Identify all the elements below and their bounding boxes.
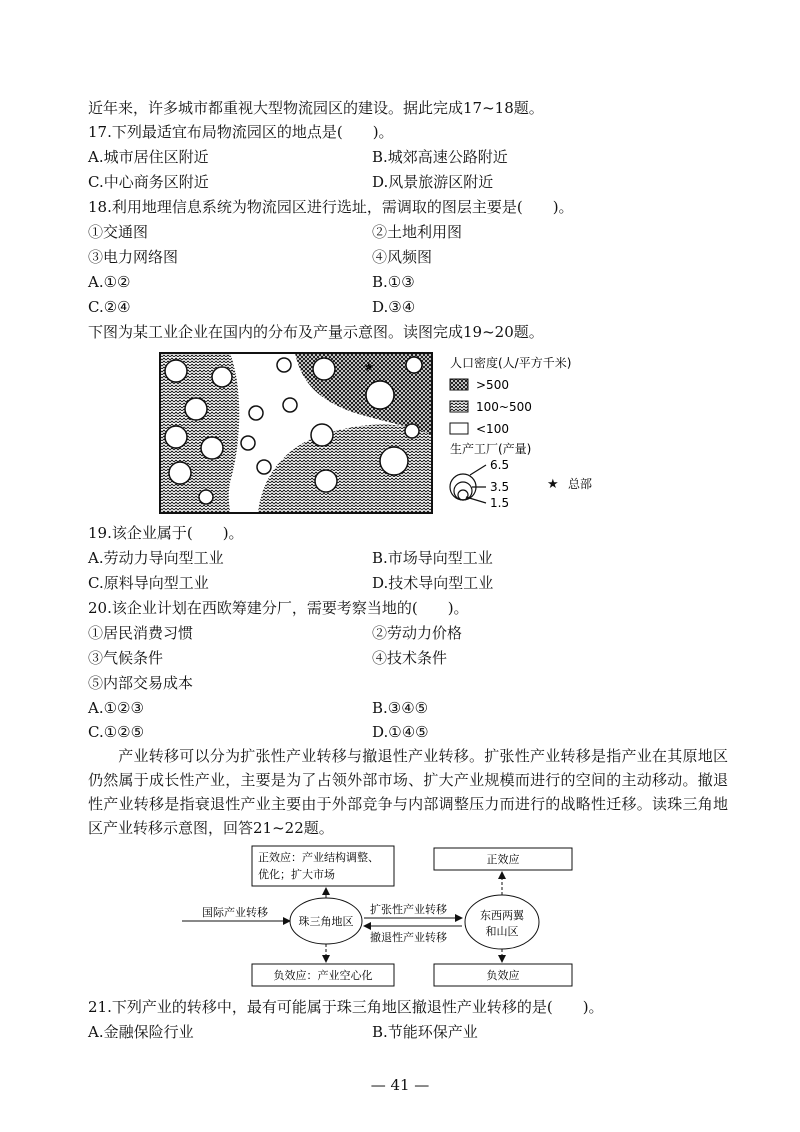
positive-effect-left-line1: 正效应：产业结构调整、 [258,851,379,864]
q18-item-4: ④风频图 [372,248,433,266]
q18-item-2: ②土地利用图 [372,223,463,241]
q18-item-3: ③电力网络图 [88,248,179,266]
factory-marker [406,357,422,373]
intro-19-20: 下图为某工业企业在国内的分布及产量示意图。读图完成19~20题。 [88,323,544,341]
east-west-mountain-node [465,895,539,949]
legend-label-high: >500 [476,378,509,392]
q19-option-c: C.原料导向型工业 [88,574,209,592]
passage-text: 产业转移可以分为扩张性产业转移与撤退性产业转移。扩张性产业转移是指产业在其原地区仍然属于成长性产业，主要是为了占领外部市场、扩大产业规模而进行的空间的主动移动。撤退性产业转移是指衰退性产业主要由于外部竞争与内部调整压力而进行的战略性迁移。读珠三角地区产业转移示意图，回答21~22题。 [88,747,728,837]
headquarters-star-icon: ★ [363,360,375,375]
positive-effect-left-line2: 优化；扩大市场 [258,868,335,881]
factory-marker [165,360,187,382]
q20-item-5: ⑤内部交易成本 [88,674,194,692]
factory-marker [380,447,408,475]
factory-marker [313,358,335,380]
legend-label-mid: 100~500 [476,400,532,414]
factory-legend-title: 生产工厂(产量) [450,442,532,456]
q20-option-d: D.①④⑤ [372,723,429,741]
q21-option-a: A.金融保险行业 [88,1023,194,1041]
legend-swatch-low [450,423,468,434]
factory-marker [405,424,419,438]
q19-stem: 19.该企业属于( )。 [88,524,244,542]
q18-option-a: A.①② [88,273,131,291]
factory-size-small: 1.5 [490,496,510,510]
q19-option-b: B.市场导向型工业 [372,549,493,567]
q18-item-1: ①交通图 [88,223,149,241]
factory-marker [283,398,297,412]
factory-marker [201,437,223,459]
q21-stem: 21.下列产业的转移中，最有可能属于珠三角地区撤退性产业转移的是( )。 [88,998,604,1016]
factory-marker [277,358,291,372]
factory-marker [366,381,394,409]
industry-transfer-passage [88,744,728,840]
q20-item-3: ③气候条件 [88,649,164,667]
factory-marker [185,398,207,420]
expansive-transfer-label: 扩张性产业转移 [370,903,447,916]
international-transfer-label: 国际产业转移 [202,906,268,919]
q20-item-2: ②劳动力价格 [372,624,463,642]
factory-marker [315,470,337,492]
factory-size-medium: 3.5 [490,480,510,494]
q18-option-d: D.③④ [372,298,416,316]
target-region-line2: 和山区 [485,925,519,938]
legend-label-low: <100 [476,422,509,436]
q20-stem: 20.该企业计划在西欧筹建分厂，需要考察当地的( )。 [88,599,469,617]
legend-star-icon: ★ [547,477,559,492]
q20-option-a: A.①②③ [88,699,144,717]
q17-option-b: B.城郊高速公路附近 [372,148,508,166]
positive-effect-right-label: 正效应 [486,853,520,866]
prd-industry-transfer-diagram [180,842,600,992]
negative-effect-right-label: 负效应 [486,969,520,982]
q17-option-c: C.中心商务区附近 [88,173,209,191]
legend-headquarters-label: 总部 [568,477,593,491]
factory-marker [212,367,232,387]
factory-marker [169,462,191,484]
q17-option-d: D.风景旅游区附近 [372,173,494,191]
prd-region-label: 珠三角地区 [298,915,354,928]
q20-option-c: C.①②⑤ [88,723,145,741]
legend-title: 人口密度(人/平方千米) [450,356,572,370]
page-number: — 41 — [370,1076,430,1094]
factory-marker [165,426,187,448]
factory-size-legend-icon [450,465,486,503]
q20-option-b: B.③④⑤ [372,699,429,717]
negative-effect-left-label: 负效应：产业空心化 [273,969,373,982]
legend-swatch-mid [450,401,468,412]
q19-option-d: D.技术导向型工业 [372,574,494,592]
q17-option-a: A.城市居住区附近 [88,148,209,166]
q18-option-c: C.②④ [88,298,131,316]
q18-option-b: B.①③ [372,273,415,291]
q20-item-1: ①居民消费习惯 [88,624,194,642]
factory-marker [311,424,333,446]
factory-marker [241,436,255,450]
target-region-line1: 东西两翼 [480,909,524,922]
legend-swatch-high [450,379,468,390]
retreat-transfer-label: 撤退性产业转移 [370,931,447,944]
intro-17-18: 近年来，许多城市都重视大型物流园区的建设。据此完成17~18题。 [88,99,544,117]
factory-marker [249,406,263,420]
factory-marker [199,490,213,504]
factory-marker [257,460,271,474]
q17-stem: 17.下列最适宜布局物流园区的地点是( )。 [88,123,394,141]
q18-stem: 18.利用地理信息系统为物流园区进行选址，需调取的图层主要是( )。 [88,198,574,216]
q20-item-4: ④技术条件 [372,649,448,667]
enterprise-distribution-map [150,345,620,520]
factory-size-large: 6.5 [490,458,510,472]
q21-option-b: B.节能环保产业 [372,1023,478,1041]
q19-option-a: A.劳动力导向型工业 [88,549,224,567]
